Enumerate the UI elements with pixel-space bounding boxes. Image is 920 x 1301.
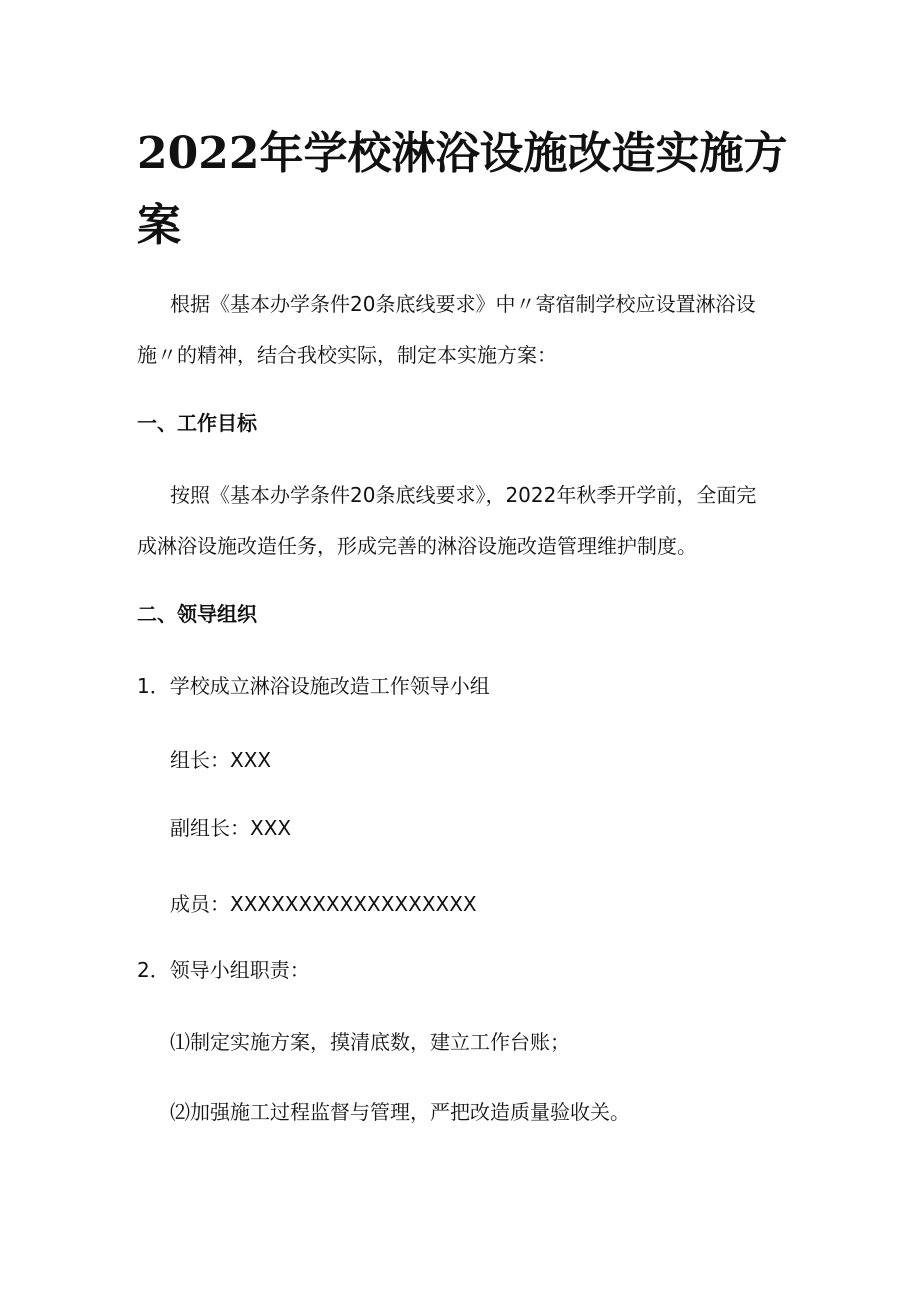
list-item-1: 1．学校成立淋浴设施改造工作领导小组 [137,674,490,698]
list-item-2: 2．领导小组职责： [137,958,310,982]
intro-line-1: 根据《基本办学条件20条底线要求》中〃寄宿制学校应设置淋浴设 [170,292,756,316]
document-title: 2022年学校淋浴设施改造实施方案 [137,128,788,251]
duty-1: ⑴制定实施方案，摸清底数，建立工作台账； [170,1030,570,1054]
section-heading-goals: 一、工作目标 [137,411,257,435]
intro-line-2: 施〃的精神，结合我校实际，制定本实施方案： [137,343,557,367]
goals-line-2: 成淋浴设施改造任务，形成完善的淋浴设施改造管理维护制度。 [137,534,697,558]
group-members: 成员：XXXXXXXXXXXXXXXXXX [170,892,477,916]
goals-line-1: 按照《基本办学条件20条底线要求》，2022年秋季开学前，全面完 [170,483,757,507]
group-leader: 组长：XXX [170,748,272,772]
group-deputy: 副组长：XXX [170,816,292,840]
duty-2: ⑵加强施工过程监督与管理，严把改造质量验收关。 [170,1100,630,1124]
section-heading-leadership: 二、领导组织 [137,602,257,626]
